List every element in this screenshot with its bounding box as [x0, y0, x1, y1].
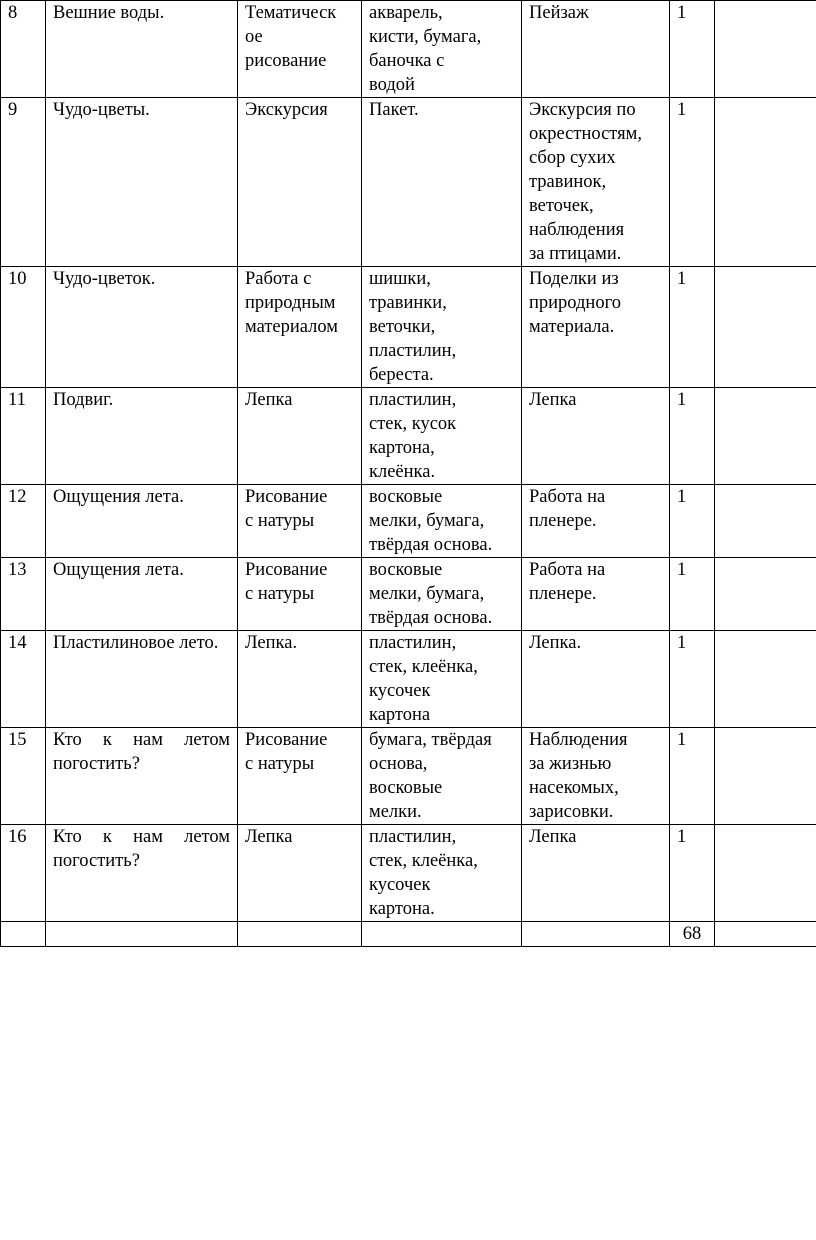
table-body	[1, 1, 816, 947]
lesson-hours-cell: 1	[670, 825, 715, 922]
lesson-content-line: за жизнью	[529, 754, 612, 774]
lesson-materials-line: твёрдая основа.	[369, 535, 493, 555]
lesson-content-cell	[522, 825, 670, 922]
lesson-content-cell	[522, 388, 670, 485]
lesson-date-cell	[715, 631, 816, 728]
lesson-number-cell: 12	[1, 485, 46, 558]
total-empty-cell	[238, 922, 362, 947]
lesson-type-line: природным	[245, 293, 336, 313]
lesson-materials-line: мелки.	[369, 802, 422, 822]
lesson-type-cell	[238, 631, 362, 728]
table-row	[1, 388, 816, 485]
lesson-number-cell: 13	[1, 558, 46, 631]
lesson-hours-cell: 1	[670, 728, 715, 825]
lesson-content-line: материала.	[529, 317, 615, 337]
lesson-type-line: рисование	[245, 51, 327, 71]
lesson-content-line: Экскурсия по	[529, 100, 636, 120]
lesson-materials-line: пластилин,	[369, 341, 457, 361]
lesson-materials-line: мелки, бумага,	[369, 584, 485, 604]
lesson-materials-cell	[362, 1, 522, 98]
lesson-date-cell	[715, 728, 816, 825]
lesson-content-line: зарисовки.	[529, 802, 614, 822]
lesson-content-cell	[522, 558, 670, 631]
lesson-hours-cell: 1	[670, 485, 715, 558]
lesson-type-cell	[238, 728, 362, 825]
lesson-content-line: пленере.	[529, 584, 597, 604]
lesson-materials-line: восковые	[369, 560, 443, 580]
lesson-number-cell: 10	[1, 267, 46, 388]
lesson-content-line: Работа на	[529, 560, 606, 580]
lesson-topic-cell: Кто к нам летом погостить?	[46, 825, 238, 922]
lesson-topic-cell: Кто к нам летом погостить?	[46, 728, 238, 825]
lesson-materials-cell	[362, 825, 522, 922]
lesson-type-cell	[238, 1, 362, 98]
lesson-date-cell	[715, 1, 816, 98]
lesson-materials-cell	[362, 631, 522, 728]
lesson-materials-line: кусочек	[369, 681, 431, 701]
lesson-materials-line: кисти, бумага,	[369, 27, 482, 47]
lesson-materials-line: водой	[369, 75, 415, 95]
lesson-materials-line: картона,	[369, 438, 435, 458]
lesson-number-cell: 9	[1, 98, 46, 267]
lesson-materials-cell	[362, 485, 522, 558]
lesson-type-line: с натуры	[245, 511, 315, 531]
lesson-materials-line: шишки,	[369, 269, 431, 289]
lesson-content-cell	[522, 485, 670, 558]
lesson-materials-line: стек, клеёнка,	[369, 851, 478, 871]
lesson-topic-cell: Вешние воды.	[46, 1, 238, 98]
lesson-materials-cell	[362, 267, 522, 388]
lesson-type-line: Рисование	[245, 730, 328, 750]
table-row	[1, 825, 816, 922]
total-row	[1, 922, 816, 947]
lesson-materials-line: береста.	[369, 365, 434, 385]
lesson-content-line: сбор сухих	[529, 148, 616, 168]
lesson-topic-cell: Ощущения лета.	[46, 558, 238, 631]
lesson-content-line: наблюдения	[529, 220, 625, 240]
lesson-materials-line: клеёнка.	[369, 462, 436, 482]
lesson-date-cell	[715, 98, 816, 267]
lesson-topic-cell: Чудо-цветы.	[46, 98, 238, 267]
lesson-type-cell	[238, 98, 362, 267]
lesson-type-line: материалом	[245, 317, 338, 337]
lesson-type-line: Рисование	[245, 560, 328, 580]
lesson-materials-cell	[362, 388, 522, 485]
lesson-materials-line: твёрдая основа.	[369, 608, 493, 628]
lesson-date-cell	[715, 388, 816, 485]
lesson-materials-cell	[362, 98, 522, 267]
lesson-content-cell	[522, 267, 670, 388]
lesson-hours-cell: 1	[670, 388, 715, 485]
lesson-materials-line: травинки,	[369, 293, 447, 313]
lesson-materials-line: пластилин,	[369, 827, 457, 847]
lesson-type-cell	[238, 388, 362, 485]
lesson-content-line: Работа на	[529, 487, 606, 507]
lesson-type-line: с натуры	[245, 584, 315, 604]
lesson-content-line: Пейзаж	[529, 3, 589, 23]
total-empty-cell	[715, 922, 816, 947]
lesson-topic-cell: Подвиг.	[46, 388, 238, 485]
lesson-content-cell	[522, 98, 670, 267]
lesson-type-line: Лепка	[245, 390, 293, 410]
lesson-topic-cell: Ощущения лета.	[46, 485, 238, 558]
lesson-hours-cell: 1	[670, 267, 715, 388]
lesson-content-line: пленере.	[529, 511, 597, 531]
lesson-type-line: Рисование	[245, 487, 328, 507]
lesson-type-line: Тематическ	[245, 3, 337, 23]
lesson-content-line: насекомых,	[529, 778, 619, 798]
lesson-content-line: Наблюдения	[529, 730, 628, 750]
lesson-materials-line: кусочек	[369, 875, 431, 895]
lesson-content-line: травинок,	[529, 172, 607, 192]
lesson-topic-cell: Чудо-цветок.	[46, 267, 238, 388]
lesson-type-line: Работа с	[245, 269, 312, 289]
lesson-materials-line: веточки,	[369, 317, 436, 337]
lesson-content-line: природного	[529, 293, 621, 313]
lesson-type-line: Лепка	[245, 827, 293, 847]
total-empty-cell	[522, 922, 670, 947]
lesson-materials-line: восковые	[369, 487, 443, 507]
lesson-content-line: веточек,	[529, 196, 594, 216]
lesson-type-line: Экскурсия	[245, 100, 328, 120]
lesson-type-line: Лепка.	[245, 633, 298, 653]
lesson-type-cell	[238, 825, 362, 922]
lesson-content-cell	[522, 728, 670, 825]
lesson-materials-line: основа,	[369, 754, 428, 774]
total-empty-cell	[362, 922, 522, 947]
table-row	[1, 558, 816, 631]
lesson-hours-cell: 1	[670, 558, 715, 631]
lesson-type-cell	[238, 485, 362, 558]
lesson-content-line: Поделки из	[529, 269, 619, 289]
lesson-materials-cell	[362, 728, 522, 825]
lesson-number-cell: 16	[1, 825, 46, 922]
lesson-number-cell: 8	[1, 1, 46, 98]
lesson-materials-line: восковые	[369, 778, 443, 798]
lesson-materials-line: стек, кусок	[369, 414, 457, 434]
lesson-materials-line: Пакет.	[369, 100, 419, 120]
lesson-type-line: с натуры	[245, 754, 315, 774]
lesson-materials-line: картона.	[369, 899, 435, 919]
lesson-type-line: ое	[245, 27, 263, 47]
lesson-date-cell	[715, 558, 816, 631]
lesson-date-cell	[715, 825, 816, 922]
lesson-topic-cell: Пластилиновое лето.	[46, 631, 238, 728]
lesson-number-cell: 11	[1, 388, 46, 485]
lesson-content-line: окрестностям,	[529, 124, 642, 144]
table-row	[1, 631, 816, 728]
lesson-hours-cell: 1	[670, 1, 715, 98]
lesson-content-line: Лепка	[529, 827, 577, 847]
lesson-materials-line: мелки, бумага,	[369, 511, 485, 531]
table-row	[1, 98, 816, 267]
lesson-materials-line: акварель,	[369, 3, 443, 23]
lesson-materials-line: стек, клеёнка,	[369, 657, 478, 677]
lesson-date-cell	[715, 485, 816, 558]
lesson-content-line: Лепка.	[529, 633, 582, 653]
table-row	[1, 267, 816, 388]
lesson-content-cell	[522, 631, 670, 728]
lesson-content-line: Лепка	[529, 390, 577, 410]
lesson-content-line: за птицами.	[529, 244, 622, 264]
total-empty-cell	[1, 922, 46, 947]
lesson-number-cell: 15	[1, 728, 46, 825]
lesson-date-cell	[715, 267, 816, 388]
lesson-materials-line: пластилин,	[369, 633, 457, 653]
table-row	[1, 728, 816, 825]
lesson-type-cell	[238, 558, 362, 631]
lesson-hours-cell: 1	[670, 98, 715, 267]
lesson-content-cell	[522, 1, 670, 98]
lesson-type-cell	[238, 267, 362, 388]
lesson-materials-line: баночка с	[369, 51, 445, 71]
lesson-materials-line: картона	[369, 705, 431, 725]
table-row	[1, 485, 816, 558]
lesson-materials-cell	[362, 558, 522, 631]
lesson-materials-line: бумага, твёрдая	[369, 730, 492, 750]
table-row	[1, 1, 816, 98]
total-empty-cell	[46, 922, 238, 947]
lesson-number-cell: 14	[1, 631, 46, 728]
lesson-hours-cell: 1	[670, 631, 715, 728]
total-hours-cell: 68	[670, 922, 715, 947]
lesson-materials-line: пластилин,	[369, 390, 457, 410]
